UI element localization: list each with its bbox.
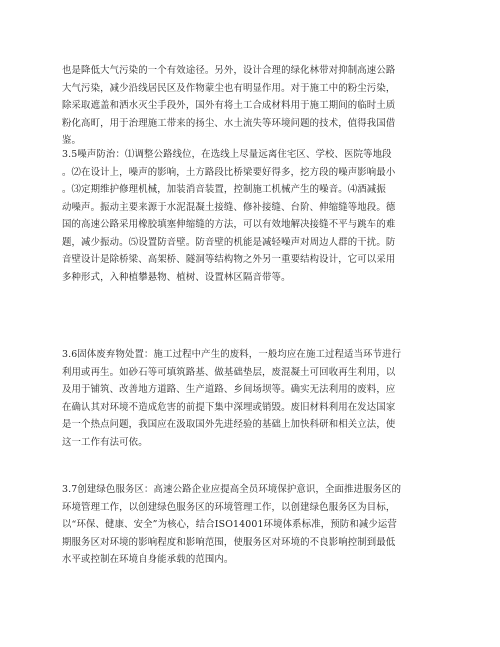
text-line: 国的高速公路采用橡胶填塞伸缩缝的方法，可以有效地解决接缝不平与跳车的难 (62, 219, 396, 230)
text-line: 3.7创建绿色服务区：高速公路企业应提高全员环境保护意识，全面推进服务区的 (62, 484, 402, 495)
text-line: 3.6固体废弃物处置：施工过程中产生的废料，一般均应在施工过程适当环节进行 (62, 349, 402, 360)
text-line: 大气污染，减少沿线居民区及作物蒙尘也有明显作用。对于施工中的粉尘污染， (62, 82, 396, 94)
text-line: 3.5噪声防治：⑴调整公路线位，在选线上尽量远离住宅区、学校、医院等地段 (62, 149, 392, 160)
text-line: 。⑶定期维护修理机械，加装消音装置，控制施工机械产生的噪音。⑷酒减振 (62, 184, 386, 195)
paragraph-noise-control (62, 146, 440, 286)
text-line: 也是降低大气污染的一个有效途径。另外，设计合理的绿化林带对抑制高速公路 (62, 65, 396, 76)
text-line: 期服务区对环境的影响程度和影响范围，使服务区对环境的不良影响控制到最低 (62, 536, 396, 548)
text-line: 是一个热点问题，我国应在汲取国外先进经验的基础上加快科研和相关立法，使 (62, 419, 396, 430)
text-line: 题，减少振动。⑸设置防音壁。防音壁的机能是减轻噪声对周边人群的干扰。防 (62, 236, 396, 248)
text-line: 音壁设计是除桥梁、高架桥、隧洞等结构物之外另一重要结构设计，它可以采用 (62, 254, 396, 265)
text-line: 这一工作有法可依。 (62, 436, 148, 448)
paragraph-air-pollution (62, 62, 440, 150)
text-line: 及用于铺筑、改善地方道路、生产道路、乡间场坝等。确实无法利用的废料，应 (62, 384, 396, 395)
text-line: 以“环保、健康、安全”为核心，结合ISO14001环境体系标准，预防和减少运营 (62, 519, 397, 530)
text-line: 水平或控制在环境自身能承载的范围内。 (62, 554, 234, 565)
text-line: 动噪声。振动主要来源于水泥混凝土接缝、修补接缝、台阶、伸缩缝等地段。德 (62, 201, 396, 213)
text-line: 利用或再生。如砂石等可填筑路基、做基础垫层，废混凝土可回收再生利用，以 (62, 366, 396, 378)
paragraph-green-service-area (62, 481, 440, 569)
text-line: 除采取遮盖和洒水灭尘手段外，国外有将土工合成材料用于施工期间的临时土质 (62, 100, 396, 111)
text-line: 。⑵在设计上，噪声的影响，土方路段比桥梁要好得多，挖方段的噪声影响最小 (62, 166, 396, 178)
text-line: 粉化高町，用于治理施工带来的扬尘、水土流失等环境问题的技术，值得我国借 (62, 117, 396, 129)
text-line: 多种形式，入种植攀悬物、植树、设置林区隔音带等。 (62, 271, 291, 283)
paragraph-solid-waste (62, 346, 440, 451)
text-line: 在确认其对环境不造成危害的前提下集中深埋或销毁。废旧材料利用在发达国家 (62, 401, 396, 413)
text-line: 环境管理工作，以创建绿色服务区的环境管理工作，以创建绿色服务区为目标， (62, 501, 396, 513)
text-line: 鉴。 (62, 135, 82, 146)
